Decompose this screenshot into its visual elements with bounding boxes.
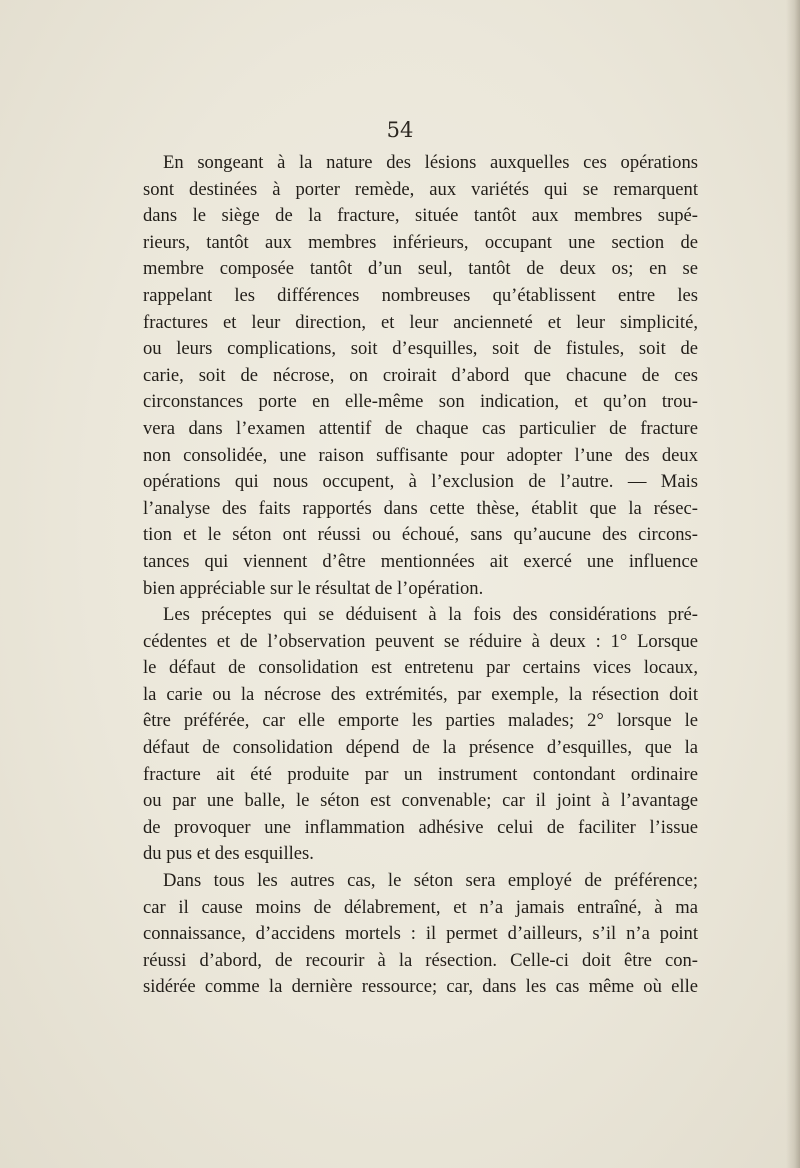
text-line: non consolidée, une raison suffisante pour adopter l’une des deux [143, 444, 698, 466]
text-line: réussi d’abord, de recourir à la résection. Celle-ci doit être con- [143, 949, 698, 971]
text-line: de provoquer une inflammation adhésive celui de faciliter l’issue [143, 816, 698, 838]
text-line: rieurs, tantôt aux membres inférieurs, occupant une section de [143, 231, 698, 253]
text-line: En songeant à la nature des lésions auxquelles ces opérations [163, 152, 698, 173]
page-edge-shadow [786, 0, 800, 1168]
text-line: membre composée tantôt d’un seul, tantôt de deux os; en se [143, 258, 698, 280]
text-line: car il cause moins de délabrement, et n’a jamais entraîné, à ma [143, 896, 698, 918]
text-line: le défaut de consolidation est entretenu par certains vices locaux, [143, 657, 698, 679]
text-line: la carie ou la nécrose des extrémités, par exemple, la résection doit [143, 683, 698, 705]
text-line: Les préceptes qui se déduisent à la fois des considérations pré- [163, 604, 698, 626]
text-line: être préférée, car elle emporte les parties malades; 2° lorsque le [143, 710, 698, 732]
text-line: opérations qui nous occupent, à l’exclusion de l’autre. — Mais [143, 471, 698, 493]
text-line: vera dans l’examen attentif de chaque cas particulier de fracture [143, 417, 698, 439]
text-line: tances qui viennent d’être mentionnées ait exercé une influence [143, 550, 698, 572]
paragraph-2 [143, 602, 698, 868]
text-line: sont destinées à porter remède, aux variétés qui se remarquent [143, 178, 698, 200]
text-line: défaut de consolidation dépend de la présence d’esquilles, que la [143, 737, 698, 759]
text-line: bien appréciable sur le résultat de l’opération. [143, 577, 484, 599]
paragraph-3 [143, 868, 698, 1001]
text-line: connaissance, d’accidens mortels : il permet d’ailleurs, s’il n’a point [143, 923, 698, 945]
text-line: l’analyse des faits rapportés dans cette thèse, établit que la résec- [143, 497, 698, 519]
body-text [143, 150, 698, 1001]
text-line: ou leurs complications, soit d’esquilles, soit de fistules, soit de [143, 338, 698, 360]
text-line: du pus et des esquilles. [143, 843, 314, 865]
page-number: 54 [386, 118, 414, 142]
text-line: ou par une balle, le séton est convenable; car il joint à l’avantage [143, 790, 698, 812]
text-line: Dans tous les autres cas, le séton sera employé de préférence; [163, 870, 698, 892]
text-line: fractures et leur direction, et leur ancienneté et leur simplicité, [143, 311, 698, 333]
text-line: sidérée comme la dernière ressource; car, dans les cas même où elle [143, 976, 698, 998]
text-line: cédentes et de l’observation peuvent se réduire à deux : 1° Lorsque [143, 630, 698, 652]
text-line: tion et le séton ont réussi ou échoué, sans qu’aucune des circons- [143, 524, 698, 546]
text-line: circonstances porte en elle-même son indication, et qu’on trou- [143, 391, 698, 413]
paragraph-1 [143, 150, 698, 602]
text-line: rappelant les différences nombreuses qu’établissent entre les [143, 284, 698, 306]
text-line: dans le siège de la fracture, située tantôt aux membres supé- [143, 205, 698, 227]
text-line: fracture ait été produite par un instrument contondant ordinaire [143, 763, 698, 785]
text-line: carie, soit de nécrose, on croirait d’abord que chacune de ces [143, 364, 698, 386]
